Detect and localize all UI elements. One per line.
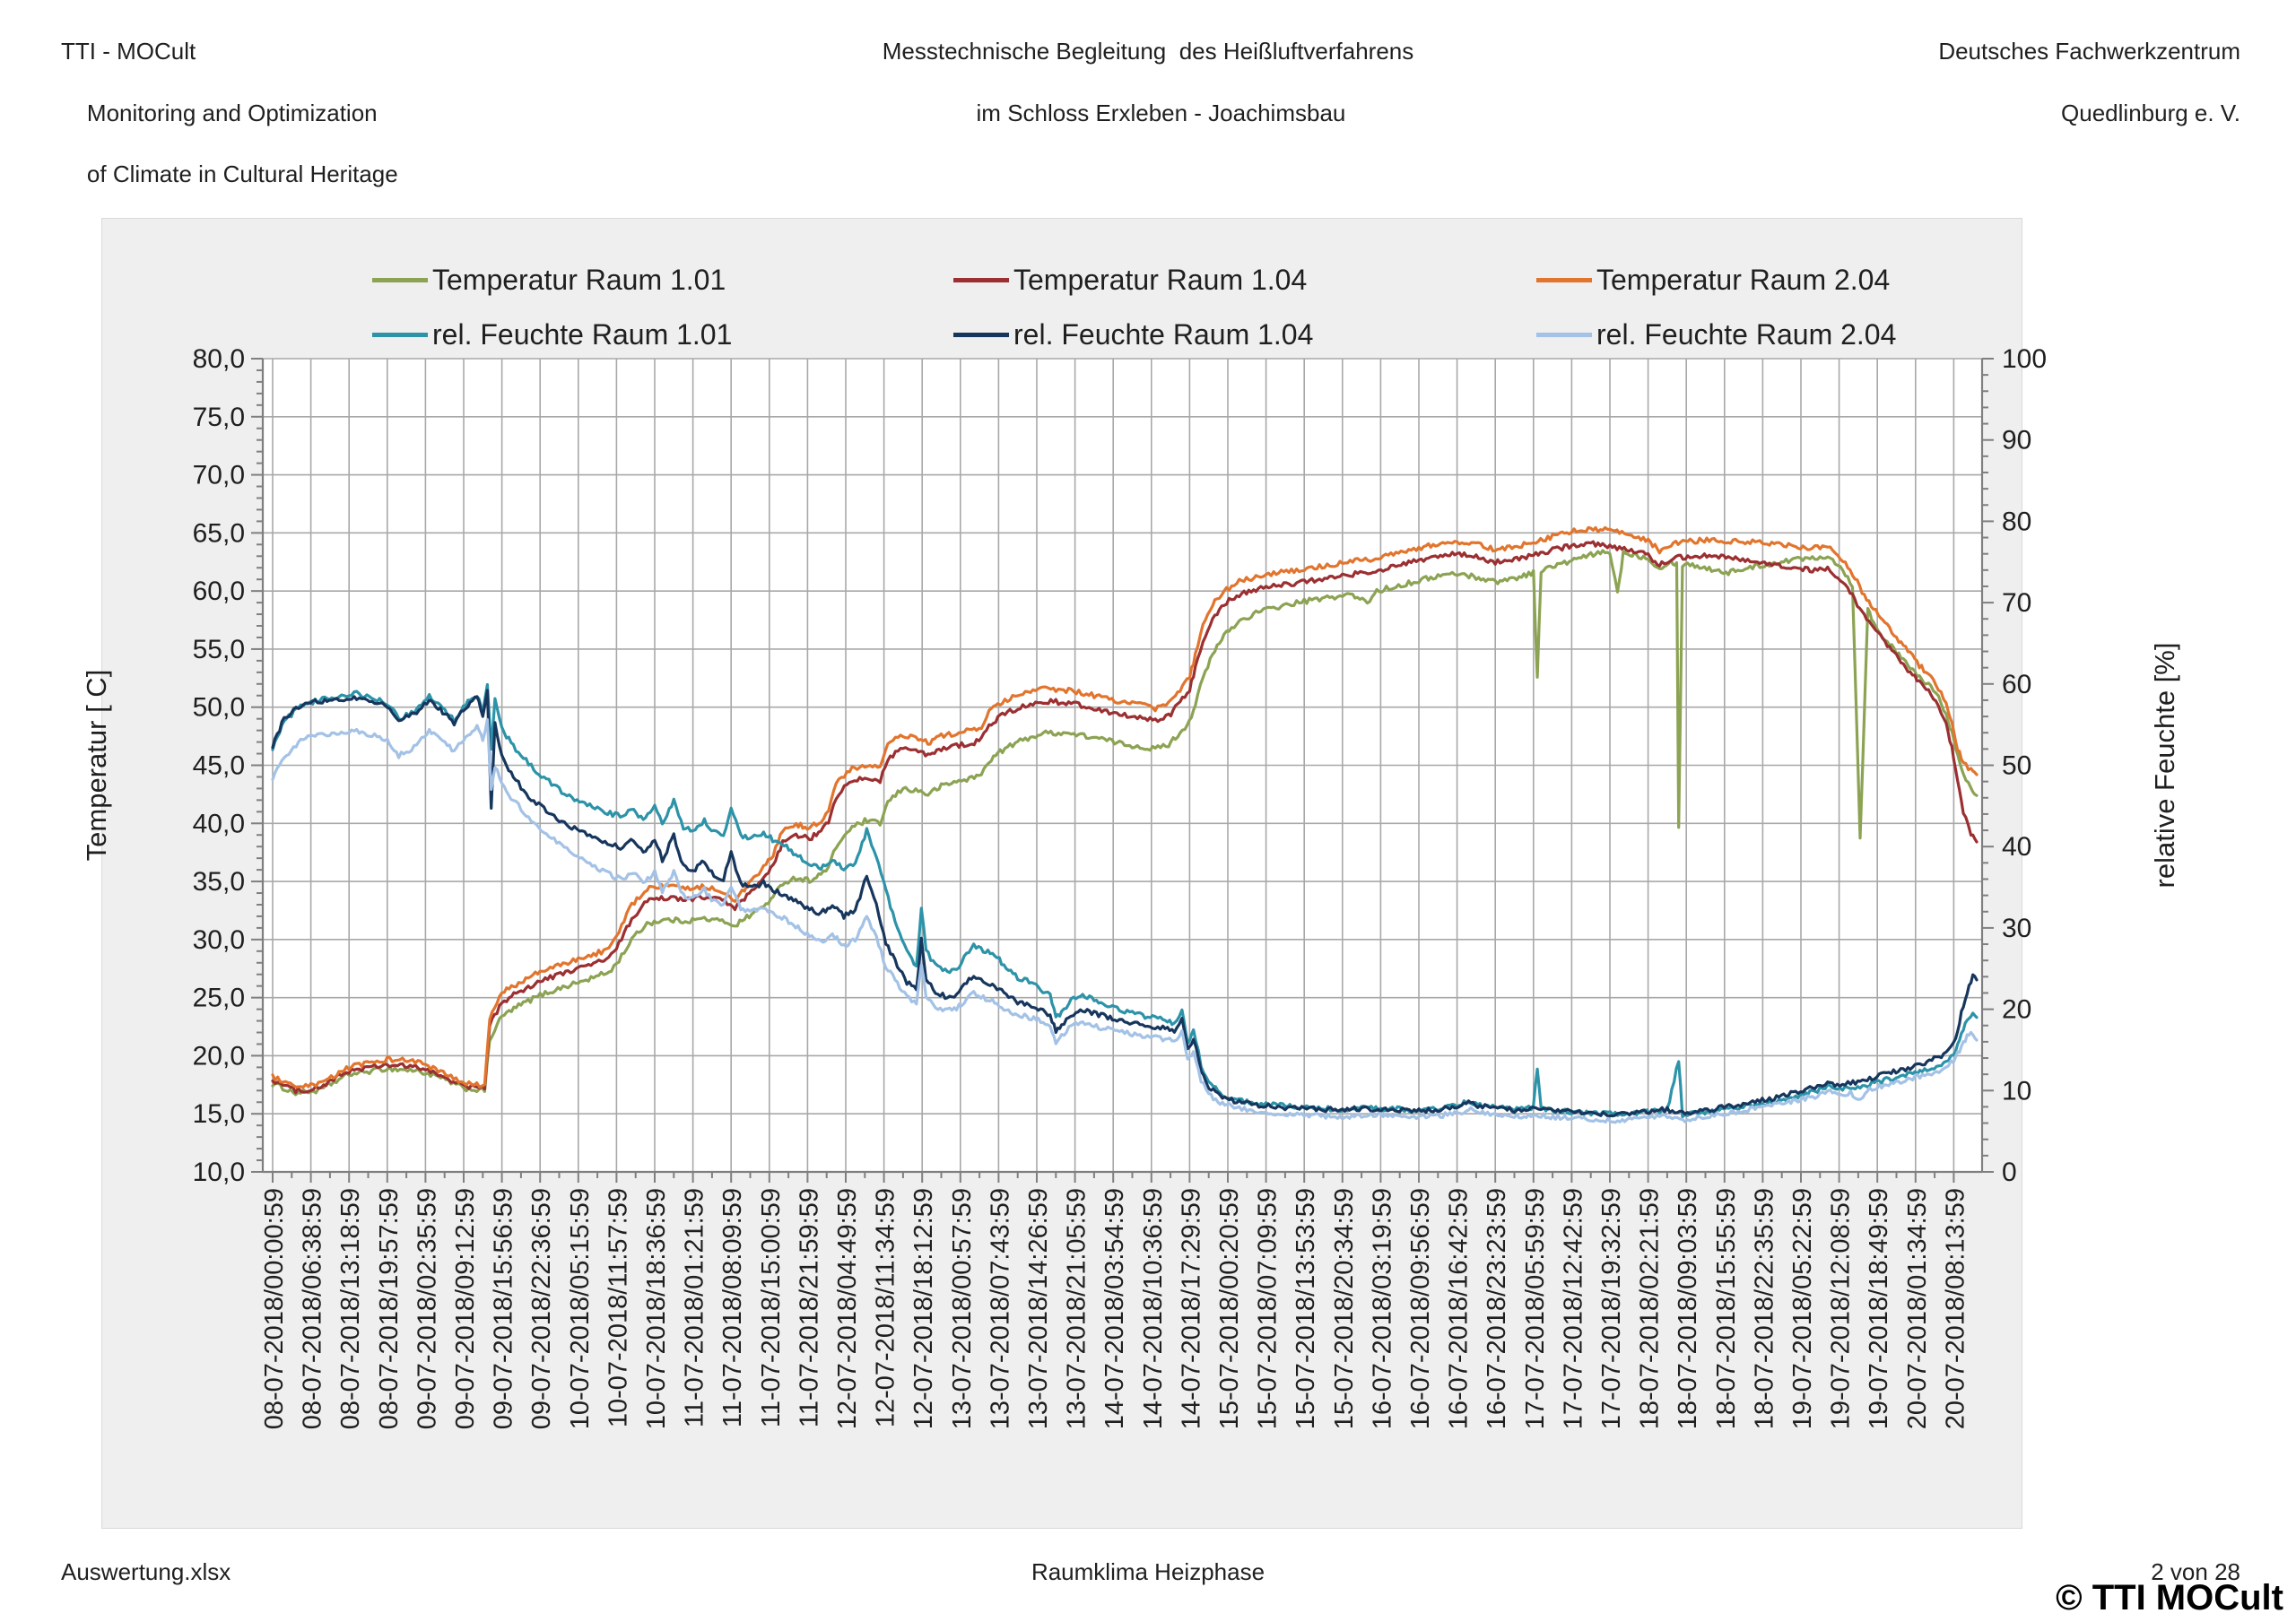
y-left-tick-label: 80,0	[192, 344, 245, 374]
header-org-line1: Deutsches Fachwerkzentrum	[1938, 38, 2240, 65]
header-project-line3: of Climate in Cultural Heritage	[86, 160, 398, 188]
x-tick-label: 17-07-2018/19:32:59	[1597, 1188, 1626, 1430]
y-left-tick-label: 40,0	[192, 809, 245, 839]
x-tick-label: 14-07-2018/17:29:59	[1177, 1188, 1206, 1430]
y-left-tick-label: 10,0	[192, 1158, 245, 1187]
y-left-tick-label: 35,0	[192, 867, 245, 898]
legend-label: Temperatur Raum 1.01	[432, 263, 726, 296]
x-tick-label: 18-07-2018/22:35:59	[1750, 1188, 1779, 1430]
x-tick-label: 14-07-2018/10:36:59	[1138, 1188, 1168, 1430]
header-title-line1: Messtechnische Begleitung des Heißluftverfahrens	[882, 38, 1414, 65]
footer-filename: Auswertung.xlsx	[61, 1558, 231, 1585]
x-tick-label: 13-07-2018/21:05:59	[1062, 1188, 1091, 1430]
y-left-axis-title: Temperatur [ C]	[81, 669, 112, 862]
x-tick-label: 12-07-2018/18:12:59	[909, 1188, 939, 1430]
x-tick-label: 08-07-2018/00:00:59	[260, 1188, 289, 1430]
x-tick-label: 19-07-2018/18:49:59	[1865, 1188, 1894, 1430]
x-tick-label: 18-07-2018/09:03:59	[1674, 1188, 1703, 1430]
x-tick-label: 18-07-2018/15:55:59	[1711, 1188, 1741, 1430]
x-tick-label: 20-07-2018/08:13:59	[1941, 1188, 1970, 1430]
legend-label: Temperatur Raum 2.04	[1596, 263, 1891, 296]
x-tick-label: 10-07-2018/18:36:59	[642, 1188, 671, 1430]
y-left-tick-label: 30,0	[192, 924, 245, 955]
x-tick-label: 15-07-2018/00:20:59	[1215, 1188, 1244, 1430]
x-tick-label: 12-07-2018/04:49:59	[833, 1188, 862, 1430]
x-tick-label: 15-07-2018/07:09:59	[1253, 1188, 1283, 1430]
header-project-line1: TTI - MOCult	[61, 38, 196, 65]
legend-label: Temperatur Raum 1.04	[1013, 263, 1308, 296]
y-left-tick-label: 65,0	[192, 518, 245, 549]
x-tick-label: 11-07-2018/21:59:59	[795, 1188, 824, 1428]
y-right-tick-label: 40	[2002, 832, 2032, 863]
x-tick-label: 10-07-2018/11:57:59	[604, 1188, 633, 1428]
y-left-tick-label: 20,0	[192, 1041, 245, 1071]
y-left-tick-label: 45,0	[192, 750, 245, 781]
x-tick-label: 13-07-2018/00:57:59	[947, 1188, 977, 1430]
x-tick-label: 15-07-2018/20:34:59	[1329, 1188, 1359, 1430]
header-project-line2: Monitoring and Optimization	[86, 99, 378, 126]
x-tick-label: 12-07-2018/11:34:59	[871, 1188, 900, 1428]
y-right-tick-label: 70	[2002, 588, 2032, 619]
x-tick-label: 13-07-2018/14:26:59	[1024, 1188, 1053, 1430]
x-tick-label: 16-07-2018/23:23:59	[1483, 1188, 1512, 1430]
y-left-tick-label: 60,0	[192, 577, 245, 607]
y-left-tick-label: 50,0	[192, 692, 245, 723]
footer-page-number: 2 von 28	[2151, 1558, 2240, 1585]
x-tick-label: 19-07-2018/05:22:59	[1788, 1188, 1817, 1430]
x-tick-label: 10-07-2018/05:15:59	[565, 1188, 595, 1430]
x-tick-label: 11-07-2018/01:21:59	[680, 1188, 709, 1428]
legend-label: rel. Feuchte Raum 1.04	[1013, 317, 1314, 351]
x-tick-label: 20-07-2018/01:34:59	[1902, 1188, 1932, 1430]
y-right-tick-label: 10	[2002, 1076, 2032, 1106]
y-right-tick-label: 0	[2002, 1158, 2017, 1187]
x-tick-label: 18-07-2018/02:21:59	[1635, 1188, 1665, 1430]
y-right-tick-label: 90	[2002, 425, 2032, 455]
y-right-tick-label: 30	[2002, 913, 2032, 943]
footer-sheet-title: Raumklima Heizphase	[1031, 1558, 1265, 1585]
y-left-tick-label: 15,0	[192, 1099, 245, 1130]
y-right-tick-label: 20	[2002, 994, 2032, 1025]
x-tick-label: 11-07-2018/08:09:59	[718, 1188, 748, 1428]
x-tick-label: 19-07-2018/12:08:59	[1826, 1188, 1856, 1430]
x-tick-label: 08-07-2018/13:18:59	[336, 1188, 366, 1430]
x-tick-label: 16-07-2018/16:42:59	[1444, 1188, 1474, 1430]
x-tick-label: 09-07-2018/15:56:59	[489, 1188, 518, 1430]
y-left-tick-label: 25,0	[192, 983, 245, 1013]
y-left-tick-label: 70,0	[192, 460, 245, 490]
x-tick-label: 17-07-2018/12:42:59	[1559, 1188, 1588, 1430]
x-tick-label: 16-07-2018/09:56:59	[1406, 1188, 1435, 1430]
y-left-tick-label: 55,0	[192, 634, 245, 664]
x-tick-label: 13-07-2018/07:43:59	[986, 1188, 1015, 1430]
x-tick-label: 09-07-2018/09:12:59	[451, 1188, 480, 1430]
x-tick-label: 08-07-2018/06:38:59	[298, 1188, 327, 1430]
copyright-label: © TTI MOCult	[2056, 1578, 2283, 1618]
x-tick-label: 11-07-2018/15:00:59	[756, 1188, 786, 1428]
y-left-tick-label: 75,0	[192, 402, 245, 432]
y-right-tick-label: 80	[2002, 507, 2032, 537]
header-org-line2: Quedlinburg e. V.	[2061, 99, 2240, 126]
y-right-tick-label: 50	[2002, 750, 2032, 781]
legend-label: rel. Feuchte Raum 1.01	[432, 317, 733, 351]
x-tick-label: 08-07-2018/19:57:59	[374, 1188, 404, 1430]
x-tick-label: 16-07-2018/03:19:59	[1368, 1188, 1397, 1430]
header-title-line2: im Schloss Erxleben - Joachimsbau	[976, 99, 1346, 126]
y-right-tick-label: 100	[2002, 344, 2048, 374]
x-tick-label: 17-07-2018/05:59:59	[1520, 1188, 1550, 1430]
x-tick-label: 09-07-2018/22:36:59	[527, 1188, 557, 1430]
x-tick-label: 14-07-2018/03:54:59	[1100, 1188, 1130, 1430]
x-tick-label: 15-07-2018/13:53:59	[1292, 1188, 1321, 1430]
legend-label: rel. Feuchte Raum 2.04	[1596, 317, 1897, 351]
y-right-tick-label: 60	[2002, 669, 2032, 699]
y-right-axis-title: relative Feuchte [%]	[2149, 642, 2180, 889]
x-tick-label: 09-07-2018/02:35:59	[413, 1188, 442, 1430]
